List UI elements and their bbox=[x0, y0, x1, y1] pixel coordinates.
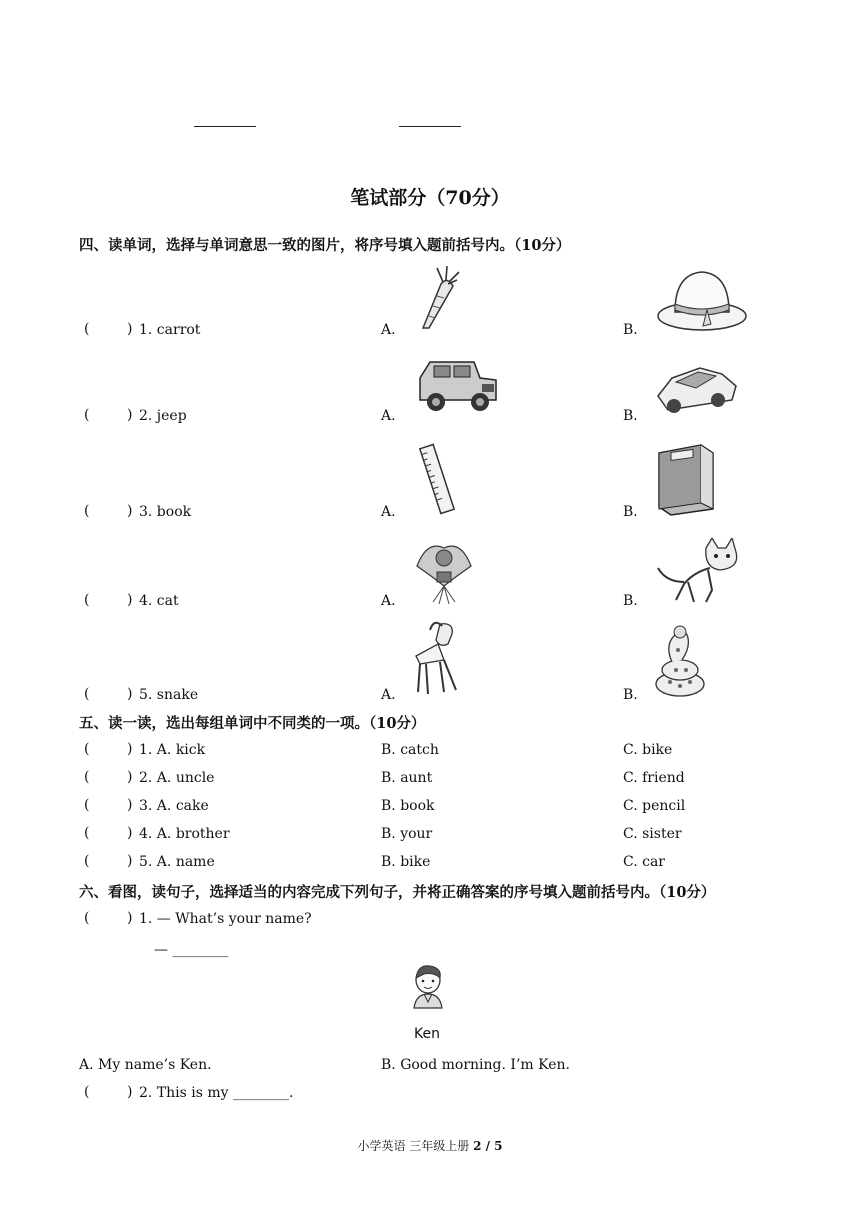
paren-open[interactable]: ( bbox=[84, 910, 90, 926]
page-title: 笔试部分（70分） bbox=[350, 187, 510, 209]
kite-icon bbox=[413, 536, 475, 606]
boy-icon bbox=[406, 962, 450, 1010]
paren-close: ) bbox=[127, 769, 133, 785]
option-c: C. friend bbox=[623, 770, 685, 786]
book-icon bbox=[653, 443, 717, 517]
paren-close: ) bbox=[127, 686, 133, 702]
option-a: 1. A. kick bbox=[139, 742, 206, 758]
option-b-label: B. bbox=[623, 322, 638, 338]
paren-open[interactable]: ( bbox=[84, 1084, 90, 1100]
paren-open[interactable]: ( bbox=[84, 825, 90, 841]
option-b-label: B. bbox=[623, 687, 638, 703]
footer-text: 小学英语 三年级上册 bbox=[357, 1139, 474, 1153]
option-a-label: A. bbox=[381, 322, 396, 338]
item-word: 1. carrot bbox=[139, 322, 201, 338]
option-a-label: A. bbox=[381, 408, 396, 424]
paren-close: ) bbox=[127, 503, 133, 519]
section-6-heading: 六、看图，读句子，选择适当的内容完成下列句子，并将正确答案的序号填入题前括号内。（10分） bbox=[79, 884, 716, 901]
option-c: C. pencil bbox=[623, 798, 686, 814]
answer-blank-1 bbox=[194, 126, 256, 127]
option-c: C. sister bbox=[623, 826, 682, 842]
option-b-label: B. bbox=[623, 408, 638, 424]
paren-close: ) bbox=[127, 741, 133, 757]
hat-icon bbox=[655, 266, 749, 334]
option-a-label: A. bbox=[381, 593, 396, 609]
paren-open[interactable]: ( bbox=[84, 686, 90, 702]
paren-open[interactable]: ( bbox=[84, 592, 90, 608]
paren-open[interactable]: ( bbox=[84, 741, 90, 757]
question-2: 2. This is my ________. bbox=[139, 1085, 294, 1101]
paren-open[interactable]: ( bbox=[84, 503, 90, 519]
option-b-label: B. bbox=[623, 504, 638, 520]
paren-close: ) bbox=[127, 910, 133, 926]
option-a: A. My name’s Ken. bbox=[79, 1057, 212, 1073]
goat-icon bbox=[410, 620, 468, 698]
option-a: 4. A. brother bbox=[139, 826, 230, 842]
item-word: 5. snake bbox=[139, 687, 199, 703]
option-a: 2. A. uncle bbox=[139, 770, 215, 786]
jeep-icon bbox=[414, 358, 500, 414]
option-b: B. catch bbox=[381, 742, 439, 758]
option-b: B. Good morning. I’m Ken. bbox=[381, 1057, 570, 1073]
section-4-heading: 四、读单词，选择与单词意思一致的图片，将序号填入题前括号内。（10分） bbox=[79, 237, 571, 254]
option-b: B. aunt bbox=[381, 770, 433, 786]
paren-close: ) bbox=[127, 592, 133, 608]
item-word: 4. cat bbox=[139, 593, 179, 609]
paren-close: ) bbox=[127, 853, 133, 869]
paren-open[interactable]: ( bbox=[84, 407, 90, 423]
answer-line: — ________ bbox=[154, 942, 229, 958]
option-b: B. book bbox=[381, 798, 435, 814]
page-number: 2 / 5 bbox=[473, 1139, 503, 1153]
paren-close: ) bbox=[127, 825, 133, 841]
paren-open[interactable]: ( bbox=[84, 321, 90, 337]
paren-open[interactable]: ( bbox=[84, 797, 90, 813]
question-1: 1. — What’s your name? bbox=[139, 911, 312, 927]
paren-open[interactable]: ( bbox=[84, 853, 90, 869]
paren-close: ) bbox=[127, 797, 133, 813]
option-b: B. your bbox=[381, 826, 433, 842]
snake-icon bbox=[652, 620, 708, 698]
paren-close: ) bbox=[127, 407, 133, 423]
page-footer bbox=[0, 1137, 860, 1154]
paren-close: ) bbox=[127, 1084, 133, 1100]
option-a-label: A. bbox=[381, 504, 396, 520]
option-b-label: B. bbox=[623, 593, 638, 609]
car-icon bbox=[652, 360, 740, 420]
option-a-label: A. bbox=[381, 687, 396, 703]
ruler-icon bbox=[414, 443, 468, 515]
paren-open[interactable]: ( bbox=[84, 769, 90, 785]
cat-icon bbox=[654, 538, 744, 604]
option-c: C. car bbox=[623, 854, 665, 870]
answer-blank-2 bbox=[399, 126, 461, 127]
item-word: 2. jeep bbox=[139, 408, 187, 424]
picture-caption: Ken bbox=[414, 1026, 440, 1042]
option-b: B. bike bbox=[381, 854, 431, 870]
option-a: 5. A. name bbox=[139, 854, 215, 870]
option-c: C. bike bbox=[623, 742, 673, 758]
section-5-heading: 五、读一读，选出每组单词中不同类的一项。（10分） bbox=[79, 715, 426, 732]
carrot-icon bbox=[413, 266, 463, 332]
option-a: 3. A. cake bbox=[139, 798, 209, 814]
paren-close: ) bbox=[127, 321, 133, 337]
item-word: 3. book bbox=[139, 504, 192, 520]
